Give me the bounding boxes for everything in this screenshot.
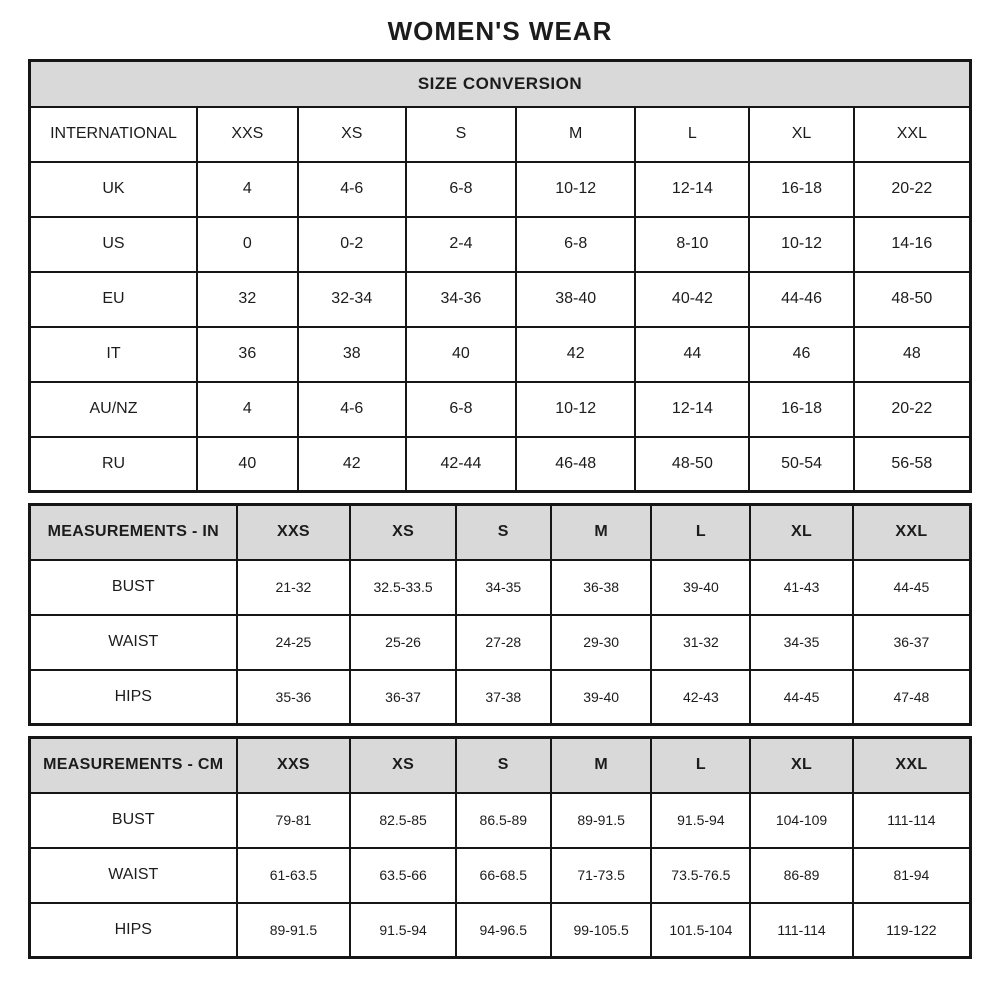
cell: 40: [197, 437, 298, 492]
row-label: EU: [30, 272, 197, 327]
cell: 44-46: [749, 272, 853, 327]
cell: 20-22: [854, 162, 971, 217]
cell: 66-68.5: [456, 848, 551, 903]
row-label: RU: [30, 437, 197, 492]
column-header: INTERNATIONAL: [30, 107, 197, 162]
cell: 6-8: [516, 217, 636, 272]
cell: 48-50: [854, 272, 971, 327]
cell: 82.5-85: [350, 793, 455, 848]
cell: 21-32: [237, 560, 351, 615]
cell: 101.5-104: [651, 903, 750, 958]
table-row: [30, 437, 971, 492]
cell: 104-109: [750, 793, 853, 848]
cell: 42: [298, 437, 406, 492]
cell: 8-10: [635, 217, 749, 272]
cell: 16-18: [749, 382, 853, 437]
column-header: L: [635, 107, 749, 162]
cell: 48-50: [635, 437, 749, 492]
row-label: IT: [30, 327, 197, 382]
page-title: WOMEN'S WEAR: [387, 16, 613, 46]
cell: 91.5-94: [651, 793, 750, 848]
table-row: [30, 560, 971, 615]
column-header-row: [30, 107, 971, 162]
cell: 44-45: [853, 560, 971, 615]
row-label: AU/NZ: [30, 382, 197, 437]
cell: 10-12: [516, 382, 636, 437]
cell: 73.5-76.5: [651, 848, 750, 903]
cell: 36-38: [551, 560, 652, 615]
table-row: [30, 327, 971, 382]
cell: 42: [516, 327, 636, 382]
cell: 38: [298, 327, 406, 382]
cell: 34-35: [456, 560, 551, 615]
column-header: XXS: [197, 107, 298, 162]
column-header: S: [456, 738, 551, 793]
cell: 48: [854, 327, 971, 382]
cell: 86-89: [750, 848, 853, 903]
column-header: XL: [749, 107, 853, 162]
column-header: L: [651, 738, 750, 793]
cell: 91.5-94: [350, 903, 455, 958]
cell: 119-122: [853, 903, 971, 958]
cell: 89-91.5: [551, 793, 652, 848]
cell: 39-40: [651, 560, 750, 615]
cell: 32.5-33.5: [350, 560, 455, 615]
table-row: [30, 615, 971, 670]
column-header: XS: [350, 738, 455, 793]
column-header: S: [406, 107, 516, 162]
cell: 29-30: [551, 615, 652, 670]
cell: 38-40: [516, 272, 636, 327]
cell: 41-43: [750, 560, 853, 615]
measurements-cm-title: MEASUREMENTS - CM: [30, 738, 237, 793]
table-row: [30, 272, 971, 327]
cell: 16-18: [749, 162, 853, 217]
cell: 10-12: [749, 217, 853, 272]
cell: 34-35: [750, 615, 853, 670]
table-row: [30, 670, 971, 725]
cell: 63.5-66: [350, 848, 455, 903]
measurements-in-title: MEASUREMENTS - IN: [30, 505, 237, 560]
column-header: XXL: [854, 107, 971, 162]
row-label: WAIST: [30, 848, 237, 903]
cell: 2-4: [406, 217, 516, 272]
cell: 39-40: [551, 670, 652, 725]
cell: 47-48: [853, 670, 971, 725]
column-header: XXS: [237, 738, 351, 793]
cell: 6-8: [406, 162, 516, 217]
cell: 4-6: [298, 162, 406, 217]
cell: 35-36: [237, 670, 351, 725]
cell: 79-81: [237, 793, 351, 848]
column-header: XL: [750, 738, 853, 793]
cell: 99-105.5: [551, 903, 652, 958]
cell: 4: [197, 162, 298, 217]
row-label: UK: [30, 162, 197, 217]
table-row: [30, 162, 971, 217]
cell: 50-54: [749, 437, 853, 492]
cell: 46-48: [516, 437, 636, 492]
cell: 37-38: [456, 670, 551, 725]
table-row: [30, 793, 971, 848]
cell: 111-114: [853, 793, 971, 848]
column-header: M: [516, 107, 636, 162]
cell: 44: [635, 327, 749, 382]
cell: 4-6: [298, 382, 406, 437]
cell: 89-91.5: [237, 903, 351, 958]
table-row: [30, 217, 971, 272]
cell: 42-44: [406, 437, 516, 492]
row-label: BUST: [30, 560, 237, 615]
cell: 61-63.5: [237, 848, 351, 903]
column-header: XS: [350, 505, 455, 560]
row-label: HIPS: [30, 670, 237, 725]
column-header: XS: [298, 107, 406, 162]
cell: 0: [197, 217, 298, 272]
cell: 36-37: [350, 670, 455, 725]
cell: 0-2: [298, 217, 406, 272]
column-header: XXS: [237, 505, 351, 560]
row-label: US: [30, 217, 197, 272]
column-header: M: [551, 738, 652, 793]
cell: 71-73.5: [551, 848, 652, 903]
column-header: S: [456, 505, 551, 560]
cell: 46: [749, 327, 853, 382]
cell: 25-26: [350, 615, 455, 670]
measurements-cm-table: [28, 736, 972, 959]
cell: 42-43: [651, 670, 750, 725]
cell: 32: [197, 272, 298, 327]
cell: 40-42: [635, 272, 749, 327]
cell: 31-32: [651, 615, 750, 670]
table-row: [30, 848, 971, 903]
column-header: L: [651, 505, 750, 560]
column-header: XL: [750, 505, 853, 560]
cell: 111-114: [750, 903, 853, 958]
cell: 12-14: [635, 382, 749, 437]
row-label: BUST: [30, 793, 237, 848]
table-title-row: [30, 61, 971, 107]
row-label: WAIST: [30, 615, 237, 670]
table-row: [30, 903, 971, 958]
size-conversion-table: [28, 59, 972, 493]
measurements-in-table: [28, 503, 972, 726]
cell: 14-16: [854, 217, 971, 272]
cell: 24-25: [237, 615, 351, 670]
cell: 20-22: [854, 382, 971, 437]
cell: 6-8: [406, 382, 516, 437]
size-conversion-title: SIZE CONVERSION: [30, 61, 971, 107]
table-row: [30, 382, 971, 437]
cell: 32-34: [298, 272, 406, 327]
column-header: XXL: [853, 738, 971, 793]
cell: 27-28: [456, 615, 551, 670]
row-label: HIPS: [30, 903, 237, 958]
column-header-row: [30, 738, 971, 793]
cell: 94-96.5: [456, 903, 551, 958]
cell: 36-37: [853, 615, 971, 670]
cell: 44-45: [750, 670, 853, 725]
column-header: M: [551, 505, 652, 560]
cell: 86.5-89: [456, 793, 551, 848]
cell: 40: [406, 327, 516, 382]
column-header: XXL: [853, 505, 971, 560]
cell: 36: [197, 327, 298, 382]
cell: 4: [197, 382, 298, 437]
cell: 12-14: [635, 162, 749, 217]
column-header-row: [30, 505, 971, 560]
cell: 10-12: [516, 162, 636, 217]
cell: 56-58: [854, 437, 971, 492]
cell: 34-36: [406, 272, 516, 327]
cell: 81-94: [853, 848, 971, 903]
